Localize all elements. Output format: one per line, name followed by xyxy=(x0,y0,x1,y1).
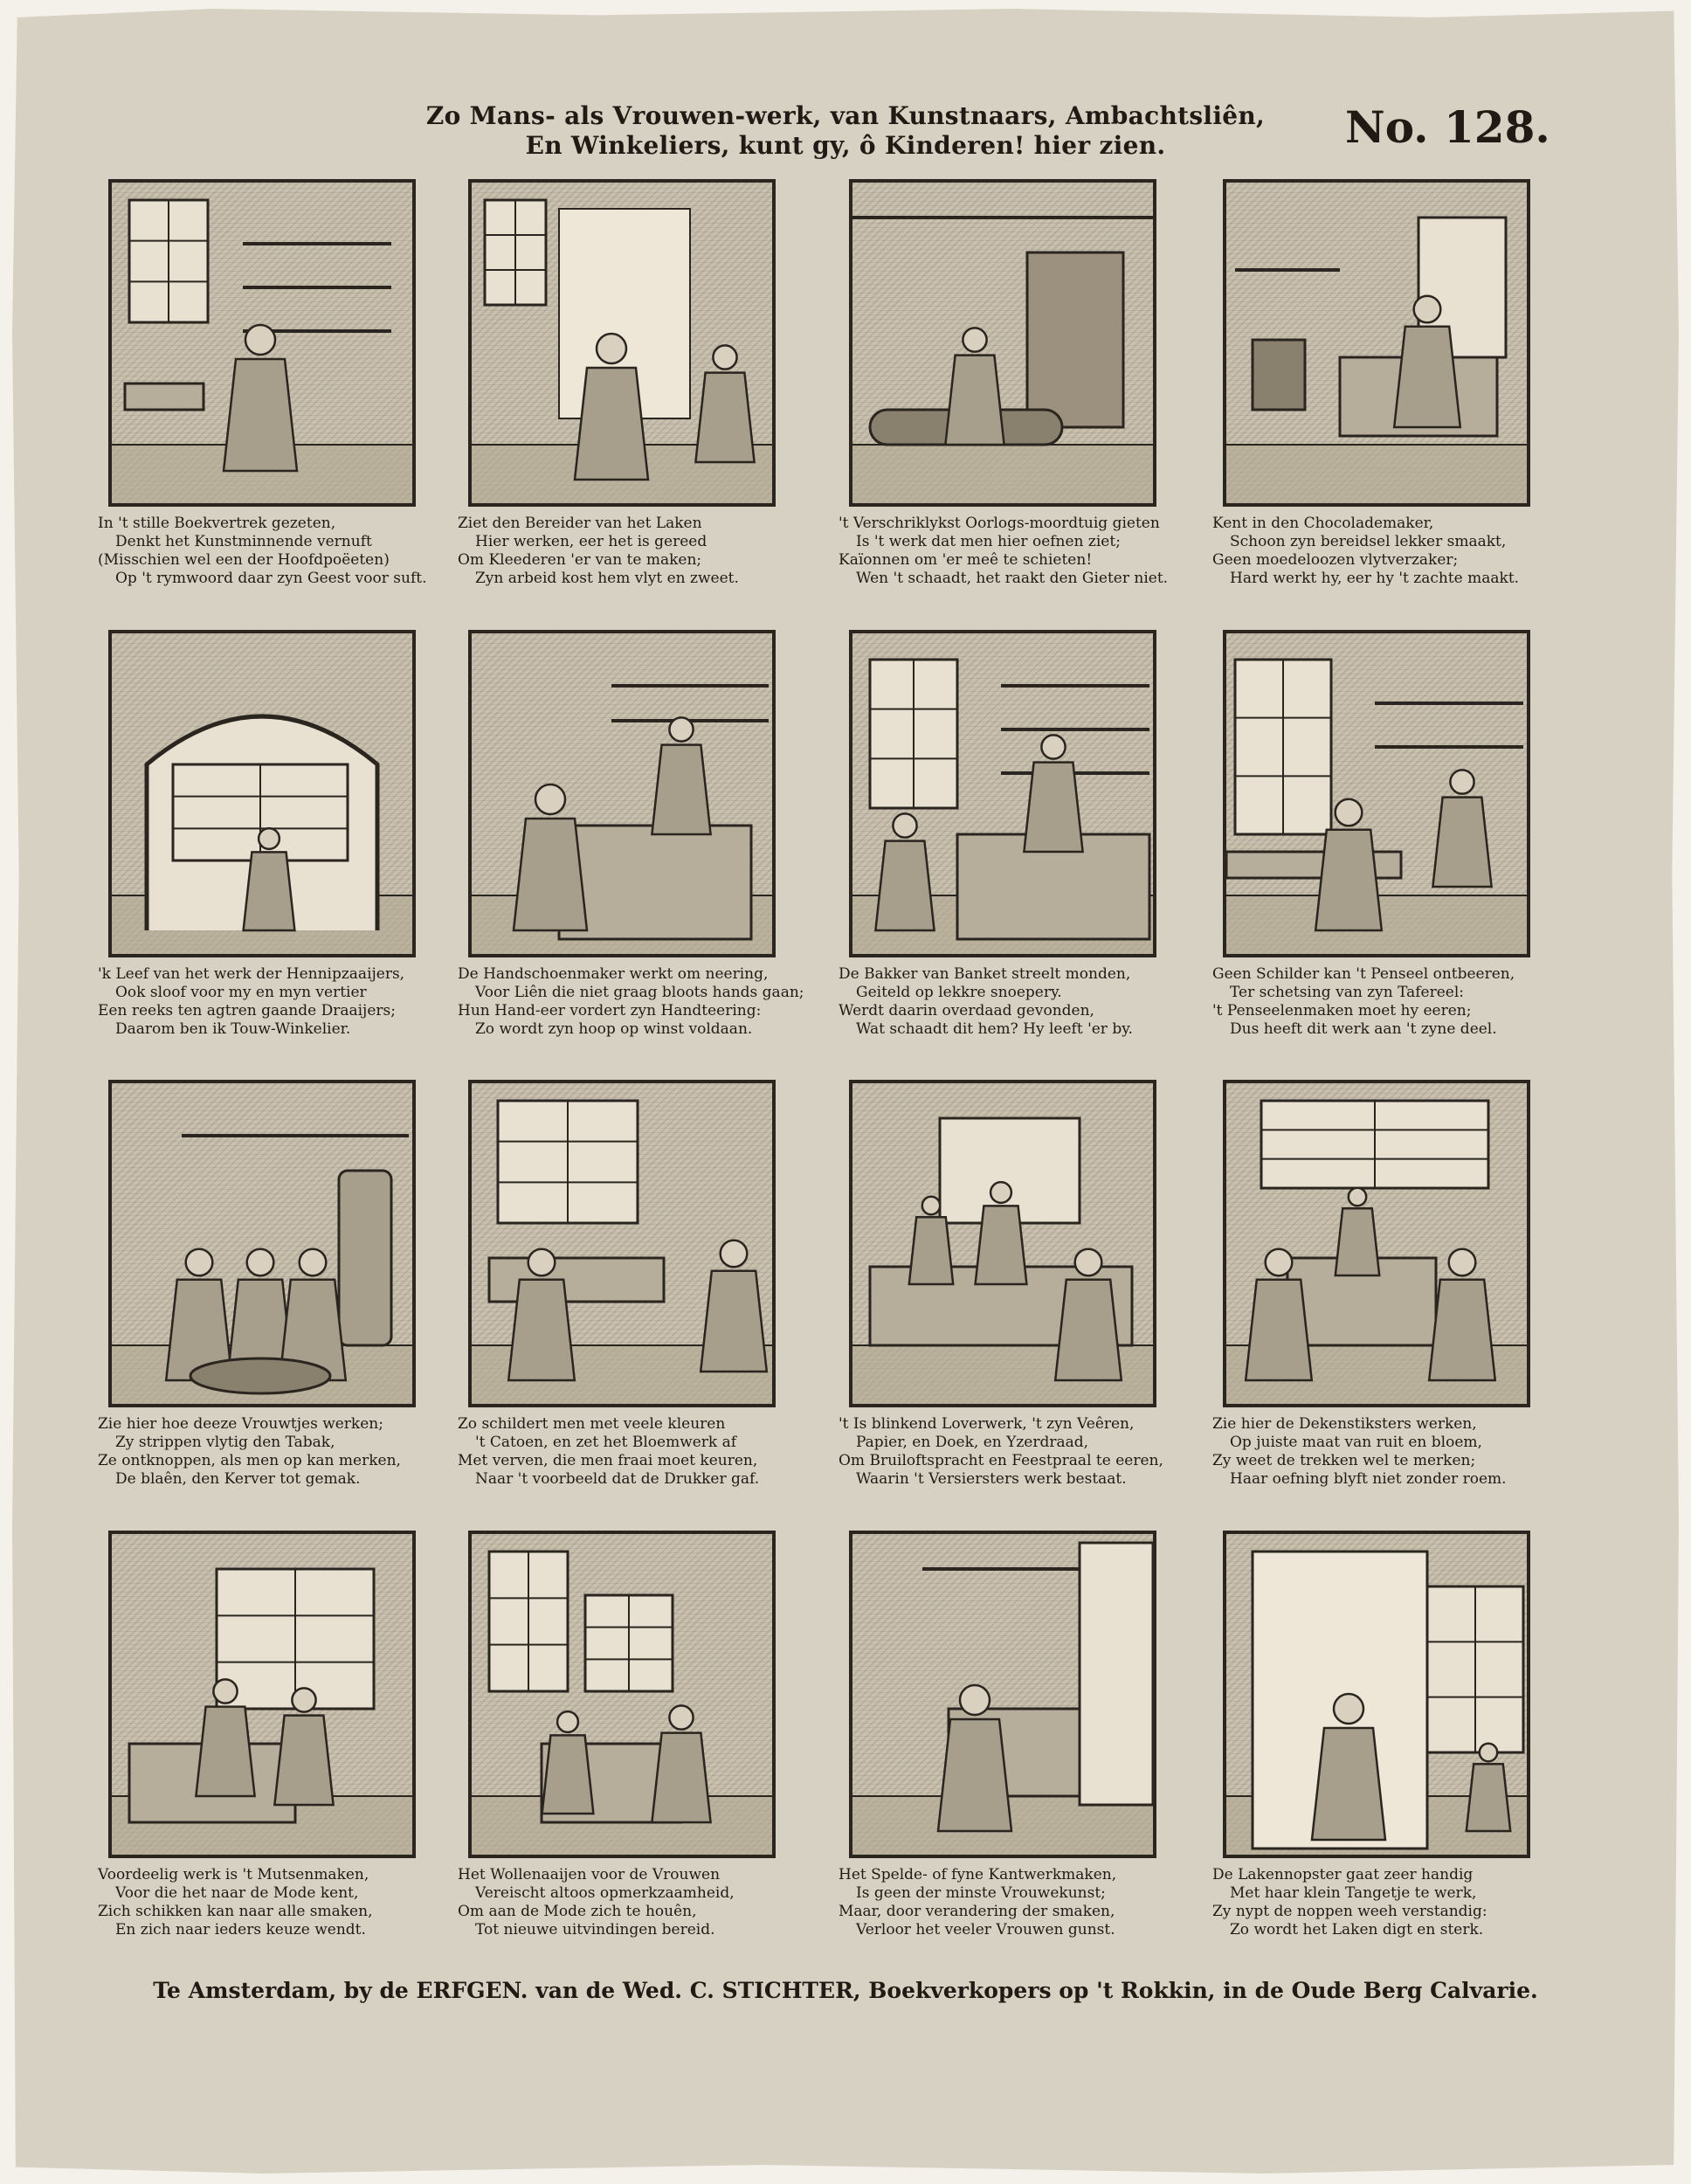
woodcut-illustration xyxy=(1223,1531,1530,1858)
caption-line: Schoon zyn bereidsel lekker smaakt, xyxy=(1230,533,1507,550)
woodcut-illustration xyxy=(1223,1080,1530,1407)
woodcut-panel xyxy=(458,630,804,1038)
woodcut-illustration xyxy=(849,1080,1156,1407)
caption-line: (Misschien wel een der Hoofdpoëeten) xyxy=(98,551,390,569)
woodcut-illustration xyxy=(468,179,776,507)
caption-line: Zo schildert men met veele kleuren xyxy=(458,1415,726,1433)
woodcut-scene-cannon-founder xyxy=(852,183,1153,503)
caption-line: Daarom ben ik Touw-Winkelier. xyxy=(115,1020,351,1038)
caption-line: Om aan de Mode zich te houên, xyxy=(458,1903,697,1920)
woodcut-scene-chocolate-maker xyxy=(1226,183,1527,503)
caption-line: De blaên, den Kerver tot gemak. xyxy=(115,1470,361,1488)
caption-line: Het Spelde- of fyne Kantwerkmaken, xyxy=(839,1866,1117,1883)
sheet-header xyxy=(0,94,1691,164)
woodcut-panel xyxy=(458,1080,776,1488)
caption-line: 'k Leef van het werk der Hennipzaaijers, xyxy=(98,965,405,983)
woodcut-scene-cloth-preparer xyxy=(472,183,772,503)
caption-line: Zyn arbeid kost hem vlyt en zweet. xyxy=(475,570,739,587)
caption-line: Om Kleederen 'er van te maken; xyxy=(458,551,702,569)
woodcut-scene-quilt-stitcher xyxy=(1226,1083,1527,1404)
sheet-title-line-2: En Winkeliers, kunt gy, ô Kinderen! hier zien. xyxy=(525,131,1166,160)
caption-line: Denkt het Kunstminnende vernuft xyxy=(115,533,372,550)
woodcut-panel xyxy=(839,630,1156,1038)
colophon: Te Amsterdam, by de ERFGEN. van de Wed. C. STICHTER, Boekverkopers op 't Rokkin, in de Oude Berg Calvarie. xyxy=(153,1978,1538,2003)
caption-line: Zie hier de Dekenstiksters werken, xyxy=(1212,1415,1477,1433)
caption-line: Kent in den Chocolademaker, xyxy=(1212,515,1434,532)
woodcut-scene-tobacco-strippers xyxy=(112,1083,412,1404)
caption-line: Kaïonnen om 'er meê te schieten! xyxy=(839,551,1093,569)
woodcut-scene-wool-sewing xyxy=(472,1534,772,1855)
caption-line: Zo wordt het Laken digt en sterk. xyxy=(1230,1921,1484,1939)
caption-line: Zy strippen vlytig den Tabak, xyxy=(115,1434,335,1451)
caption-line: Wat schaadt dit hem? Hy leeft 'er by. xyxy=(856,1020,1133,1038)
woodcut-illustration xyxy=(108,1531,416,1858)
caption-line: En zich naar ieders keuze wendt. xyxy=(115,1921,366,1939)
panel-caption xyxy=(839,515,1170,588)
panel-caption xyxy=(1212,965,1544,1039)
panel-caption xyxy=(98,965,430,1039)
woodcut-illustration xyxy=(468,630,776,957)
caption-line: Geen moedeloozen vlytverzaker; xyxy=(1212,551,1459,569)
woodcut-panel xyxy=(839,1080,1163,1488)
caption-line: Verloor het veeler Vrouwen gunst. xyxy=(856,1921,1115,1939)
woodcut-scene-lace-maker xyxy=(852,1534,1153,1855)
woodcut-illustration xyxy=(849,630,1156,957)
caption-line: Geen Schilder kan 't Penseel ontbeeren, xyxy=(1212,965,1515,983)
caption-line: Hard werkt hy, eer hy 't zachte maakt. xyxy=(1230,570,1520,587)
caption-line: De Lakennopster gaat zeer handig xyxy=(1212,1866,1474,1883)
caption-line: Ter schetsing van zyn Tafereel: xyxy=(1230,984,1465,1001)
caption-line: Ziet den Bereider van het Laken xyxy=(458,515,702,532)
caption-line: Ook sloof voor my en myn vertier xyxy=(115,984,367,1001)
panel-caption xyxy=(1212,1866,1544,1939)
caption-line: Waarin 't Versiersters werk bestaat. xyxy=(856,1470,1127,1488)
caption-line: Met verven, die men fraai moet keuren, xyxy=(458,1452,758,1469)
panel-caption xyxy=(1212,1415,1544,1489)
caption-line: Is geen der minste Vrouwekunst; xyxy=(856,1884,1106,1902)
woodcut-scene-confectioner xyxy=(852,633,1153,954)
caption-line: 't Is blinkend Loverwerk, 't zyn Veêren, xyxy=(839,1415,1135,1433)
caption-line: Zich schikken kan naar alle smaken, xyxy=(98,1903,373,1920)
caption-line: Vereischt altoos opmerkzaamheid, xyxy=(475,1884,735,1902)
caption-line: Voordeelig werk is 't Mutsenmaken, xyxy=(98,1866,369,1883)
caption-line: Zy weet de trekken wel te merken; xyxy=(1212,1452,1476,1469)
caption-line: Voor die het naar de Mode kent, xyxy=(115,1884,359,1902)
panel-caption xyxy=(839,965,1170,1039)
panel-caption xyxy=(98,1866,430,1939)
woodcut-illustration xyxy=(108,630,416,957)
panel-caption xyxy=(98,515,430,588)
caption-line: Ze ontknoppen, als men op kan merken, xyxy=(98,1452,401,1469)
caption-line: Haar oefning blyft niet zonder roem. xyxy=(1230,1470,1507,1488)
caption-line: Dus heeft dit werk aan 't zyne deel. xyxy=(1230,1020,1497,1038)
panel-caption xyxy=(458,1415,790,1489)
woodcut-illustration xyxy=(468,1531,776,1858)
caption-line: Zy nypt de noppen weeh verstandig: xyxy=(1212,1903,1487,1920)
woodcut-illustration xyxy=(849,1531,1156,1858)
woodcut-panel xyxy=(839,179,1169,587)
panel-caption xyxy=(1212,515,1544,588)
caption-line: Zo wordt zyn hoop op winst voldaan. xyxy=(475,1020,753,1038)
woodcut-panel xyxy=(98,1080,416,1488)
woodcut-illustration xyxy=(849,179,1156,507)
caption-line: 't Penseelenmaken moet hy eeren; xyxy=(1212,1002,1472,1019)
caption-line: De Handschoenmaker werkt om neering, xyxy=(458,965,769,983)
caption-line: 't Verschriklykst Oorlogs-moordtuig gieten xyxy=(839,515,1160,532)
caption-line: Werdt daarin overdaad gevonden, xyxy=(839,1002,1094,1019)
panel-caption xyxy=(458,1866,790,1939)
woodcut-panel xyxy=(98,1531,416,1939)
woodcut-panel xyxy=(839,1531,1156,1939)
woodcut-panel xyxy=(1212,1080,1530,1488)
woodcut-panel xyxy=(458,1531,776,1939)
panel-caption xyxy=(458,965,804,1039)
caption-line: Met haar klein Tangetje te werk, xyxy=(1230,1884,1477,1902)
sheet-title-line-1: Zo Mans- als Vrouwen-werk, van Kunstnaars, Ambachtsliên, xyxy=(425,101,1266,130)
woodcut-panel xyxy=(98,179,427,587)
caption-line: Maar, door verandering der smaken, xyxy=(839,1903,1115,1920)
caption-line: Naar 't voorbeeld dat de Drukker gaf. xyxy=(475,1470,760,1488)
woodcut-scene-cloth-burler xyxy=(1226,1534,1527,1855)
woodcut-panel xyxy=(1212,630,1530,1038)
panel-caption xyxy=(458,515,790,588)
panel-caption xyxy=(839,1866,1170,1939)
caption-line: Tot nieuwe uitvindingen bereid. xyxy=(475,1921,715,1939)
caption-line: Een reeks ten agtren gaande Draaijers; xyxy=(98,1002,396,1019)
caption-line: 't Catoen, en zet het Bloemwerk af xyxy=(475,1434,737,1451)
panel-caption xyxy=(839,1415,1170,1489)
caption-line: Papier, en Doek, en Yzerdraad, xyxy=(856,1434,1089,1451)
caption-line: Hier werken, eer het is gereed xyxy=(475,533,707,550)
woodcut-illustration xyxy=(108,1080,416,1407)
woodcut-scene-glove-maker xyxy=(472,633,772,954)
woodcut-panel xyxy=(98,630,416,1038)
caption-line: Op juiste maat van ruit en bloem, xyxy=(1230,1434,1482,1451)
woodcut-illustration xyxy=(468,1080,776,1407)
caption-line: Wen 't schaadt, het raakt den Gieter niet. xyxy=(856,570,1169,587)
caption-line: Voor Liên die niet graag bloots hands gaan; xyxy=(475,984,804,1001)
panel-caption xyxy=(98,1415,430,1489)
caption-line: Geiteld op lekkre snoepery. xyxy=(856,984,1062,1001)
woodcut-illustration xyxy=(108,179,416,507)
woodcut-scene-scholar-at-desk xyxy=(112,183,412,503)
caption-line: Is 't werk dat men hier oefnen ziet; xyxy=(856,533,1121,550)
woodcut-panel xyxy=(1212,1531,1530,1939)
woodcut-scene-rope-shop xyxy=(112,633,412,954)
sheet-number: No. 128. xyxy=(1345,101,1550,153)
woodcut-scene-cotton-painter xyxy=(472,1083,772,1404)
woodcut-panel xyxy=(1212,179,1530,587)
caption-line: Zie hier hoe deeze Vrouwtjes werken; xyxy=(98,1415,383,1433)
caption-line: De Bakker van Banket streelt monden, xyxy=(839,965,1131,983)
caption-line: Om Bruiloftspracht en Feestpraal te eeren, xyxy=(839,1452,1163,1469)
woodcut-scene-tinsel-work xyxy=(852,1083,1153,1404)
caption-line: Het Wollenaaijen voor de Vrouwen xyxy=(458,1866,721,1883)
woodcut-scene-brush-maker xyxy=(1226,633,1527,954)
caption-line: In 't stille Boekvertrek gezeten, xyxy=(98,515,336,532)
woodcut-illustration xyxy=(1223,630,1530,957)
woodcut-illustration xyxy=(1223,179,1530,507)
woodcut-panel xyxy=(458,179,776,587)
caption-line: Hun Hand-eer vordert zyn Handteering: xyxy=(458,1002,762,1019)
woodcut-scene-cap-makers xyxy=(112,1534,412,1855)
caption-line: Op 't rymwoord daar zyn Geest voor suft. xyxy=(115,570,427,587)
